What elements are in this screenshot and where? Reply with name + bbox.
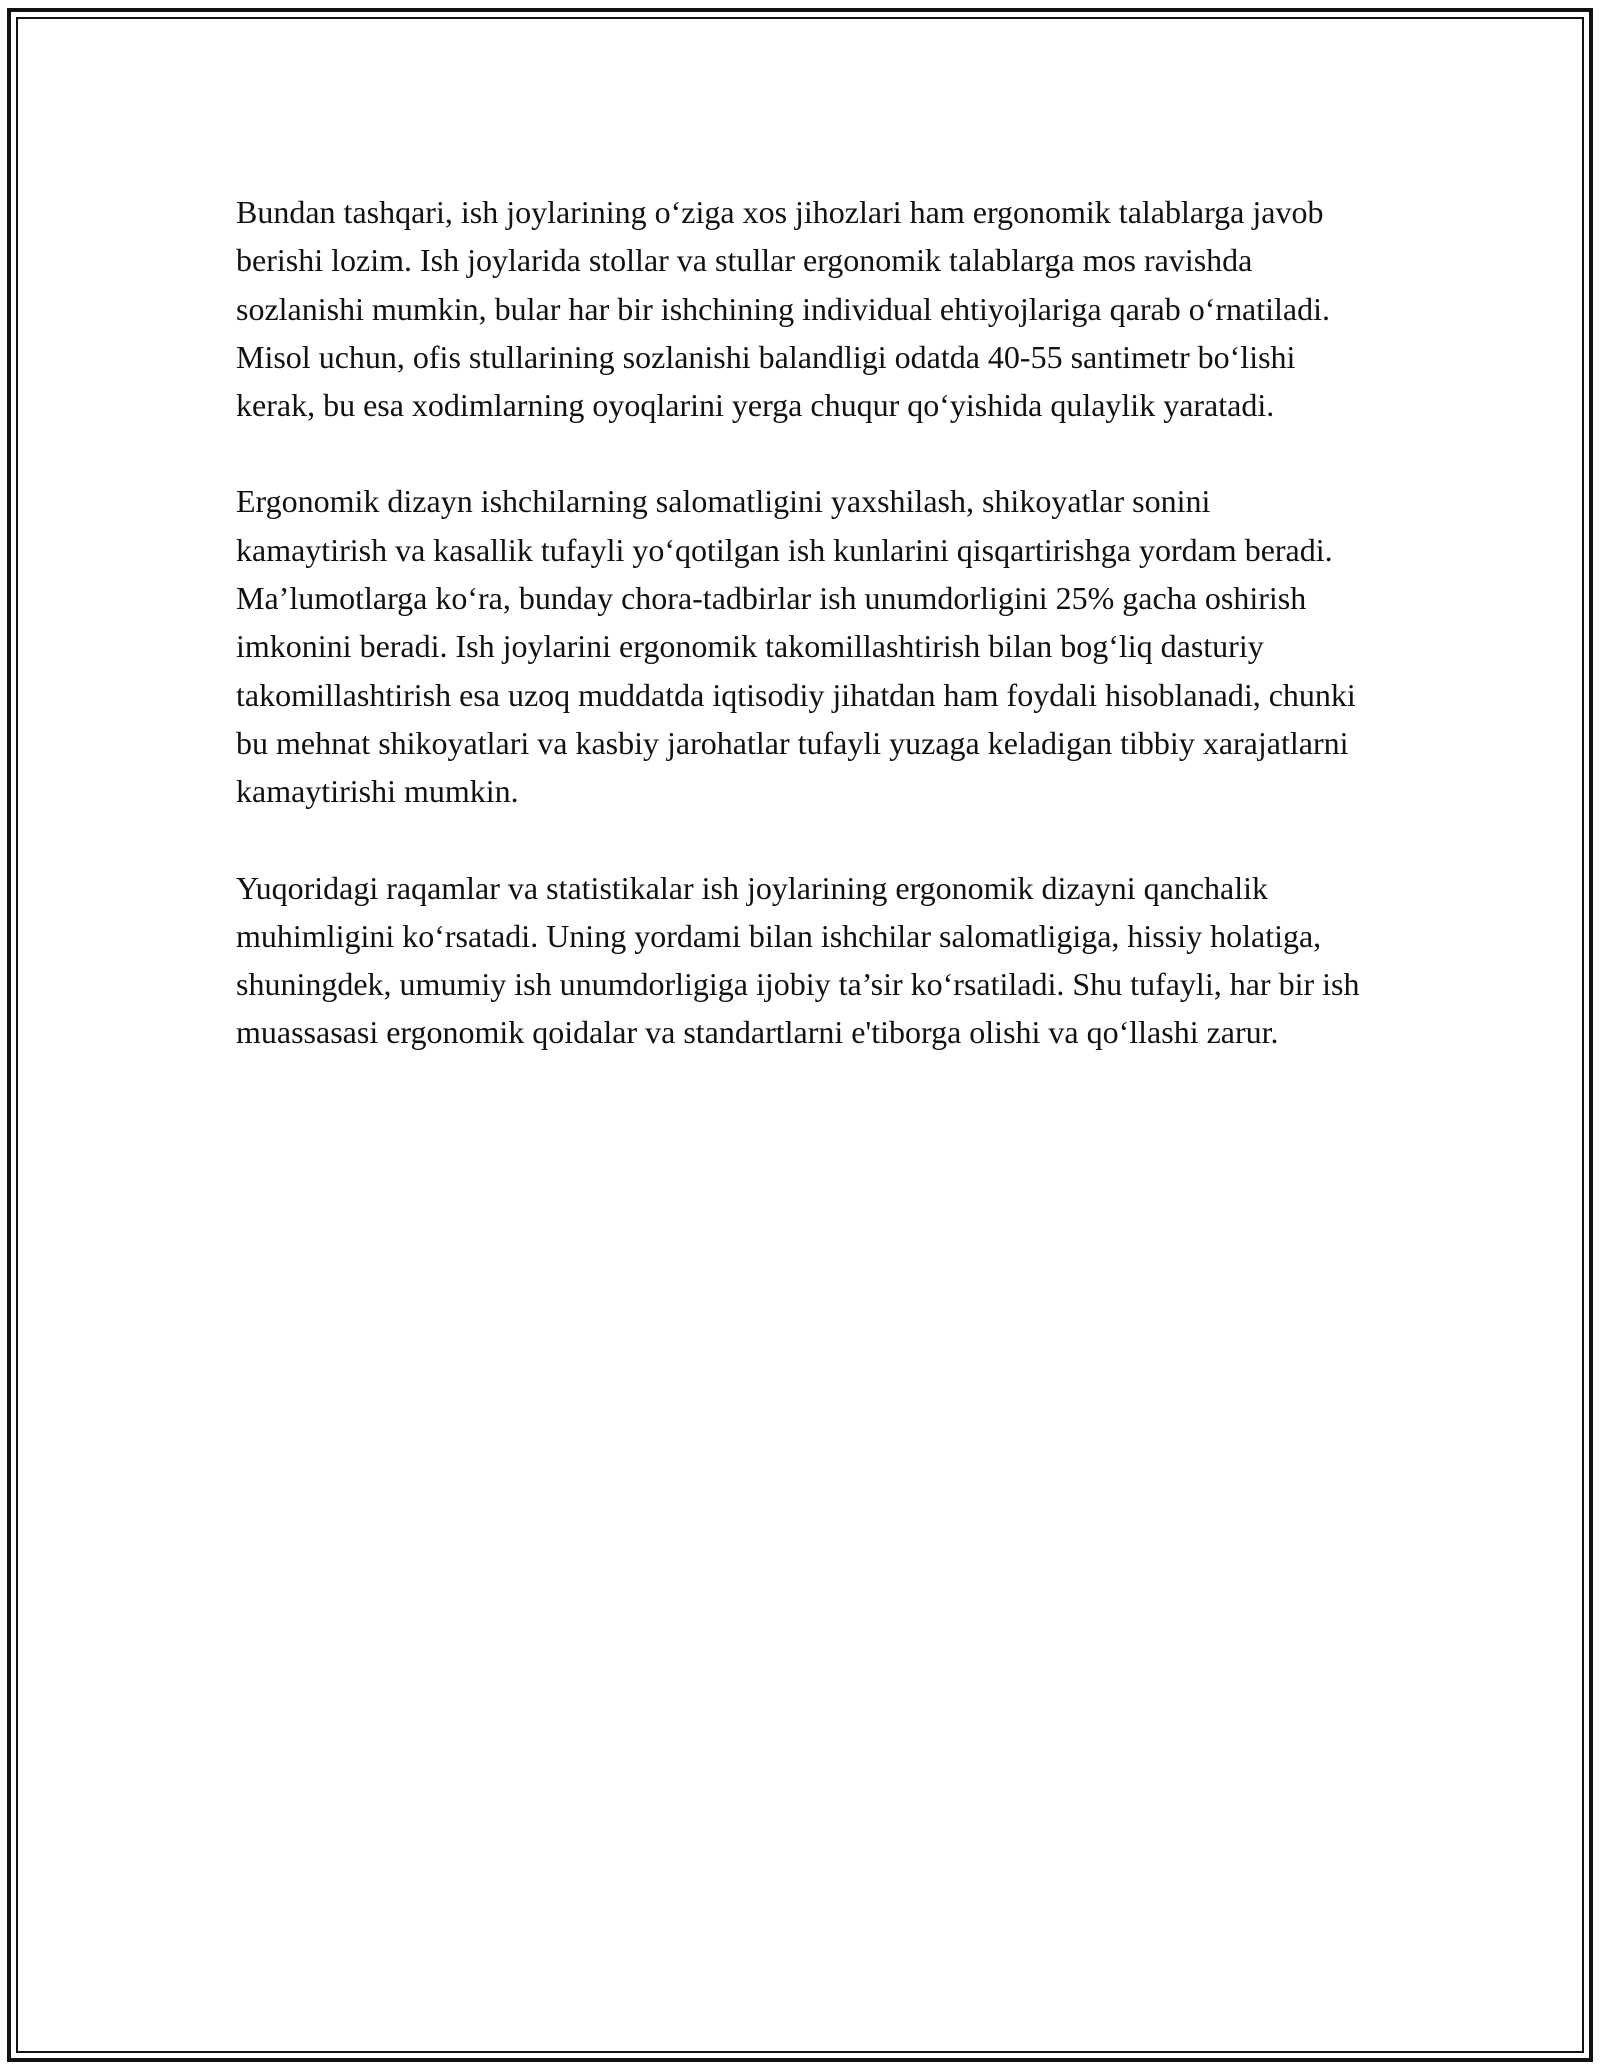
paragraph-1: Bundan tashqari, ish joylarining o‘ziga xos jihozlari ham ergonomik talablarga javob berishi lozim. Ish joylarida stollar va stullar ergonomik talablarga mos ravishda sozlanishi mumkin, bular har bir ishchining individual ehtiyojlariga qarab o‘rnatiladi. Misol uchun, ofis stullarining sozlanishi balandligi odatda 40-55 santimetr bo‘lishi kerak, bu esa xodimlarning oyoqlarini yerga chuqur qo‘yishida qulaylik yaratadi. <box>236 194 1330 424</box>
paragraph-2: Ergonomik dizayn ishchilarning salomatligini yaxshilash, shikoyatlar sonini kamaytirish va kasallik tufayli yo‘qotilgan ish kunlarini qisqartirishga yordam beradi. Ma’lumotlarga ko‘ra, bunday chora-tadbirlar ish unumdorligini 25% gacha oshirish imkonini beradi. Ish joylarini ergonomik takomillashtirish bilan bog‘liq dasturiy takomillashtirish esa uzoq muddatda iqtisodiy jihatdan ham foydali hisoblanadi, chunki bu mehnat shikoyatlari va kasbiy jarohatlar tufayli yuzaga keladigan tibbiy xarajatlarni kamaytirishi mumkin. <box>236 483 1356 810</box>
document-body <box>236 188 1366 1105</box>
paragraph-3: Yuqoridagi raqamlar va statistikalar ish joylarining ergonomik dizayni qanchalik muhimligini ko‘rsatadi. Uning yordami bilan ishchilar salomatligiga, hissiy holatiga, shuningdek, umumiy ish unumdorligiga ijobiy ta’sir ko‘rsatiladi. Shu tufayli, har bir ish muassasasi ergonomik qoidalar va standartlarni e'tiborga olishi va qo‘llashi zarur. <box>236 869 1360 1051</box>
